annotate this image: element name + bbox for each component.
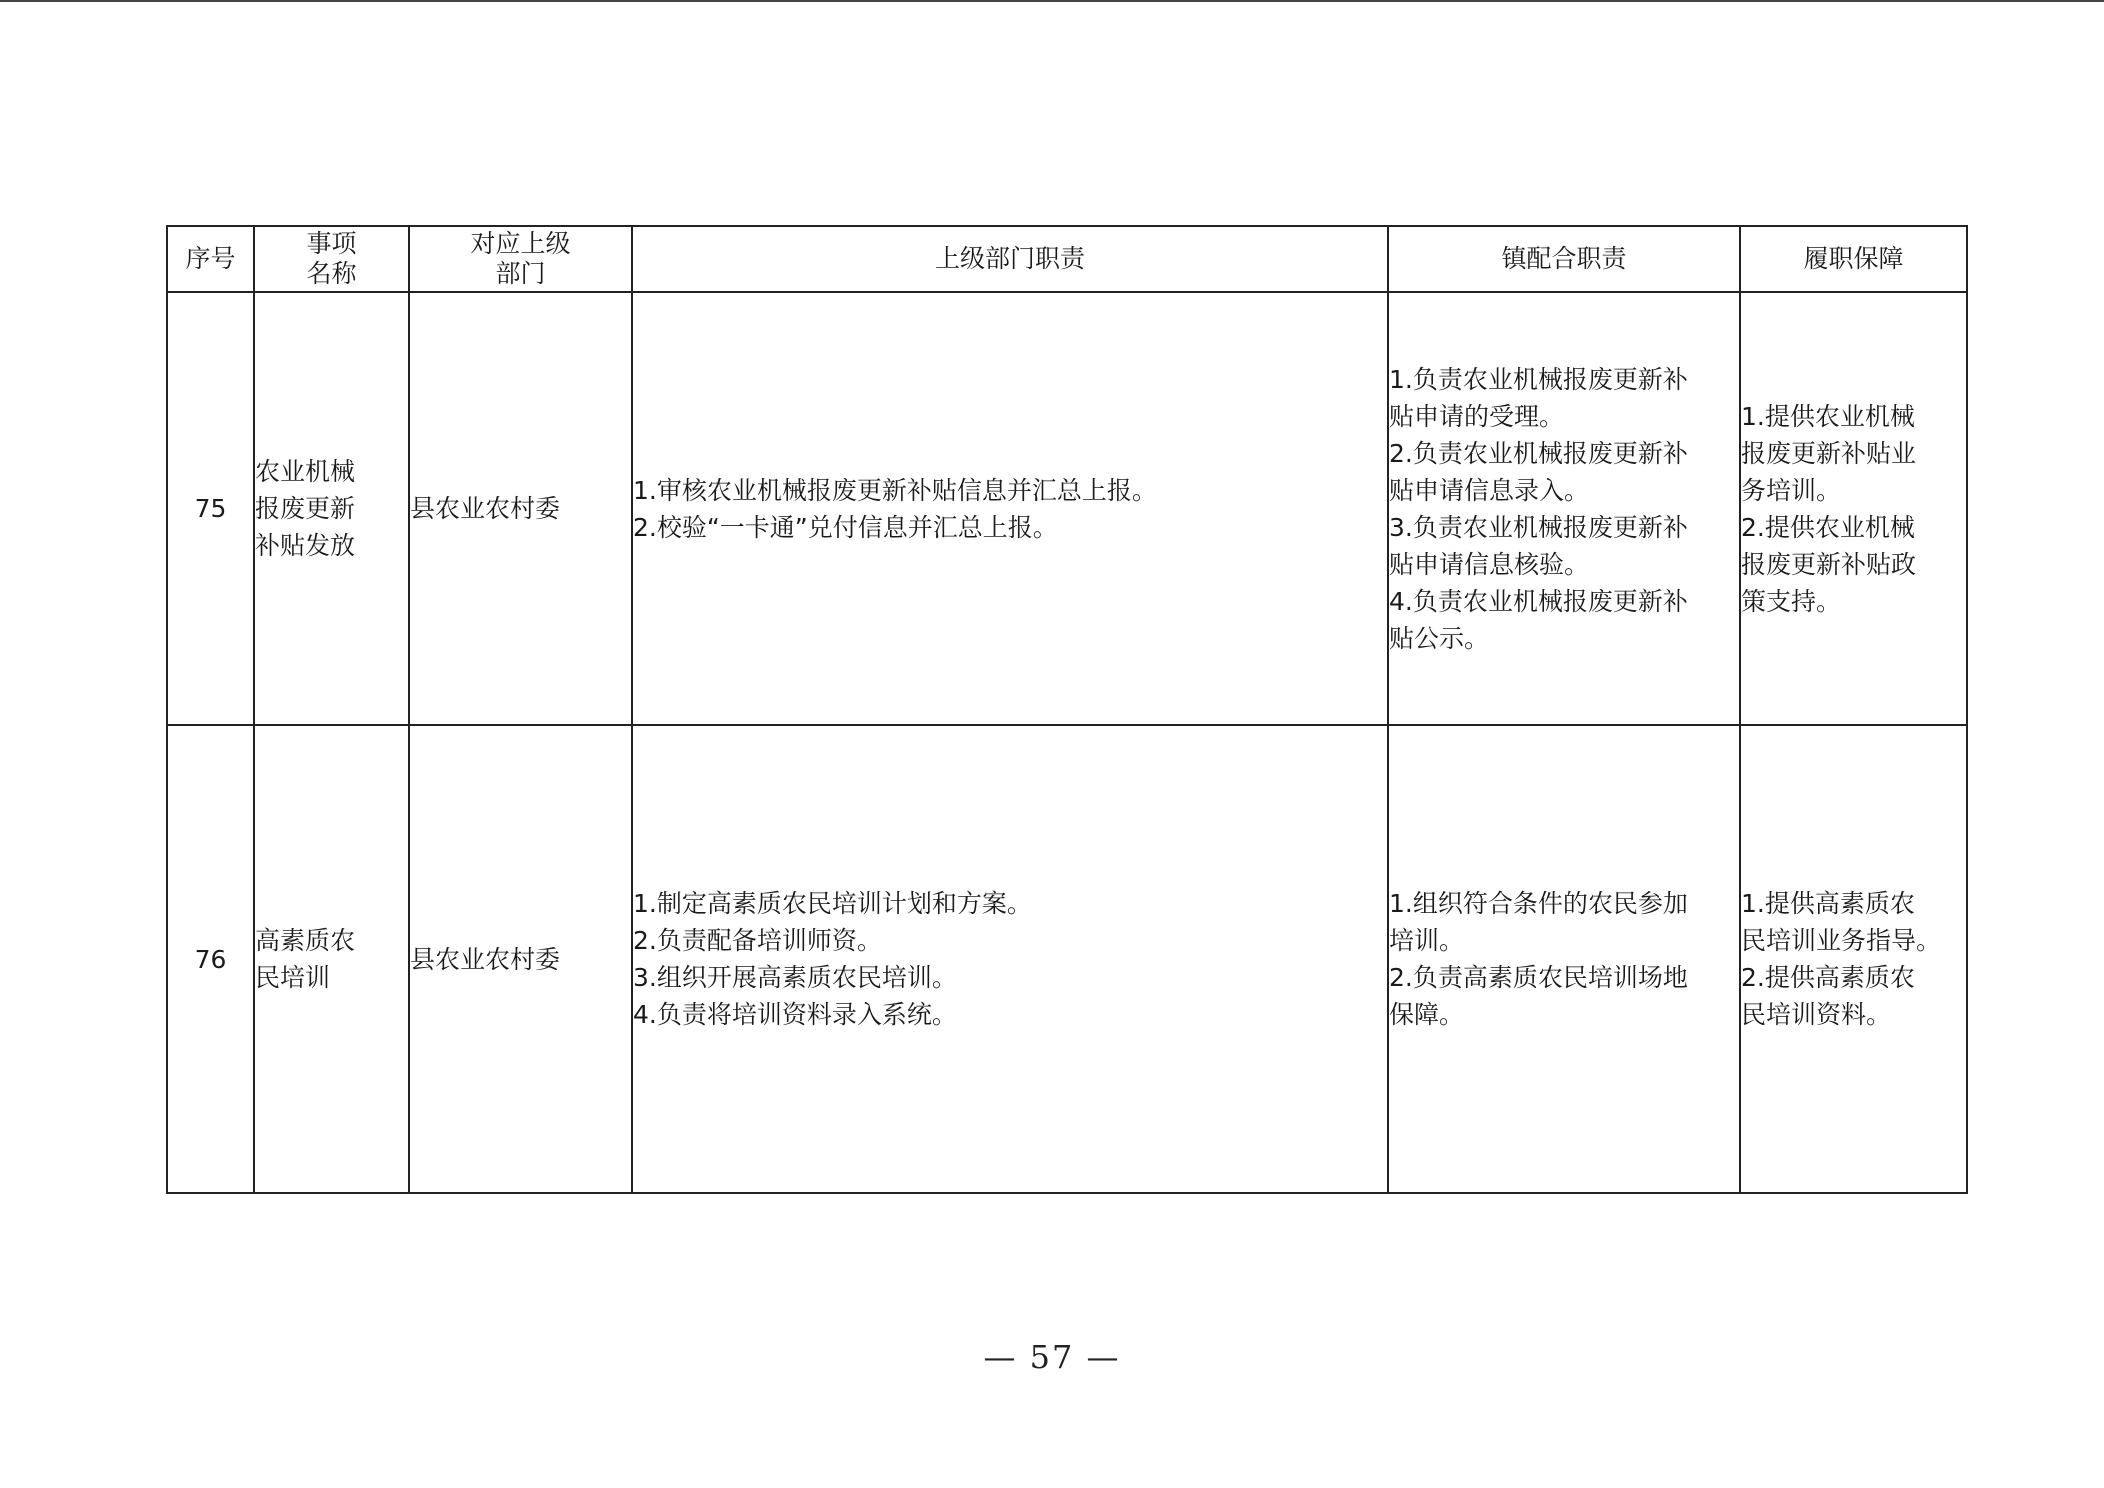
row-town-duties-line: 1.组织符合条件的农民参加: [1389, 889, 1688, 918]
row-guarantee-line: 报废更新补贴业: [1741, 438, 1917, 468]
row-upper-duties-line: 3.组织开展高素质农民培训。: [633, 963, 957, 992]
row-guarantee: [1740, 725, 1967, 1193]
row-item-name-line: 高素质农: [255, 926, 356, 955]
row-guarantee: [1740, 292, 1967, 725]
row-guarantee-line: 民培训业务指导。: [1741, 926, 1942, 955]
responsibility-table: [166, 225, 1968, 1194]
row-town-duties-line: 2.负责高素质农民培训场地: [1389, 963, 1688, 992]
row-upper-duties-line: 2.负责配备培训师资。: [633, 926, 882, 955]
row-guarantee-line: 1.提供高素质农: [1741, 889, 1915, 918]
header-superior-dept: [409, 226, 632, 292]
header-seq: [167, 226, 254, 292]
row-seq: [167, 292, 254, 725]
header-guarantee: [1740, 226, 1967, 292]
row-item-name: [254, 725, 409, 1193]
header-item-name-line-2: 名称: [306, 259, 357, 288]
row-guarantee-line: 报废更新补贴政: [1741, 549, 1917, 579]
header-row: [167, 226, 1967, 292]
header-upper-duties-label: 上级部门职责: [934, 244, 1085, 273]
row-upper-duties-line: 2.校验“一卡通”兑付信息并汇总上报。: [633, 512, 1058, 542]
row-guarantee-line: 策支持。: [1741, 586, 1842, 616]
row-town-duties: [1388, 725, 1740, 1193]
table-row: [167, 292, 1967, 725]
top-border-line: [0, 0, 2104, 2]
row-town-duties-line: 保障。: [1389, 1000, 1465, 1029]
header-seq-label: 序号: [185, 244, 236, 273]
row-item-name-line: 补贴发放: [255, 531, 356, 560]
row-town-duties-line: 3.负责农业机械报废更新补: [1389, 512, 1688, 542]
row-seq: [167, 725, 254, 1193]
row-upper-duties: [632, 292, 1388, 725]
row-town-duties-line: 1.负责农业机械报废更新补: [1389, 364, 1688, 394]
row-town-duties-line: 2.负责农业机械报废更新补: [1389, 438, 1688, 468]
row-superior-dept-line: 县农业农村委: [410, 494, 561, 523]
row-guarantee-line: 务培训。: [1741, 475, 1842, 505]
row-town-duties: [1388, 292, 1740, 725]
header-town-duties-label: 镇配合职责: [1501, 244, 1627, 273]
header-town-duties: [1388, 226, 1740, 292]
row-item-name: [254, 292, 409, 725]
header-upper-duties: [632, 226, 1388, 292]
row-upper-duties-line: 1.审核农业机械报废更新补贴信息并汇总上报。: [633, 475, 1157, 505]
row-superior-dept: [409, 725, 632, 1193]
header-item-name-line-1: 事项: [306, 229, 357, 258]
row-town-duties-line: 贴申请信息核验。: [1389, 549, 1590, 579]
row-seq-value: 75: [194, 494, 227, 523]
row-item-name-line: 民培训: [255, 963, 331, 992]
row-superior-dept: [409, 292, 632, 725]
row-town-duties-line: 培训。: [1389, 926, 1465, 955]
row-guarantee-line: 1.提供农业机械: [1741, 401, 1915, 431]
header-superior-dept-line-2: 部门: [495, 259, 546, 288]
row-item-name-line: 农业机械: [255, 457, 356, 486]
row-item-name-line: 报废更新: [255, 494, 356, 523]
row-town-duties-line: 贴公示。: [1389, 623, 1490, 653]
row-upper-duties: [632, 725, 1388, 1193]
header-superior-dept-line-1: 对应上级: [470, 229, 571, 258]
row-guarantee-line: 2.提供农业机械: [1741, 512, 1915, 542]
row-guarantee-line: 民培训资料。: [1741, 1000, 1892, 1029]
row-seq-value: 76: [194, 944, 227, 974]
header-guarantee-label: 履职保障: [1803, 244, 1904, 273]
row-guarantee-line: 2.提供高素质农: [1741, 963, 1915, 992]
page-number: — 57 —: [983, 1338, 1121, 1376]
row-town-duties-line: 4.负责农业机械报废更新补: [1389, 586, 1688, 616]
table-row: [167, 725, 1967, 1193]
row-upper-duties-line: 1.制定高素质农民培训计划和方案。: [633, 889, 1032, 918]
row-town-duties-line: 贴申请信息录入。: [1389, 475, 1590, 505]
row-town-duties-line: 贴申请的受理。: [1389, 401, 1565, 431]
header-item-name: [254, 226, 409, 292]
row-superior-dept-line: 县农业农村委: [410, 944, 561, 974]
row-upper-duties-line: 4.负责将培训资料录入系统。: [633, 1000, 957, 1029]
